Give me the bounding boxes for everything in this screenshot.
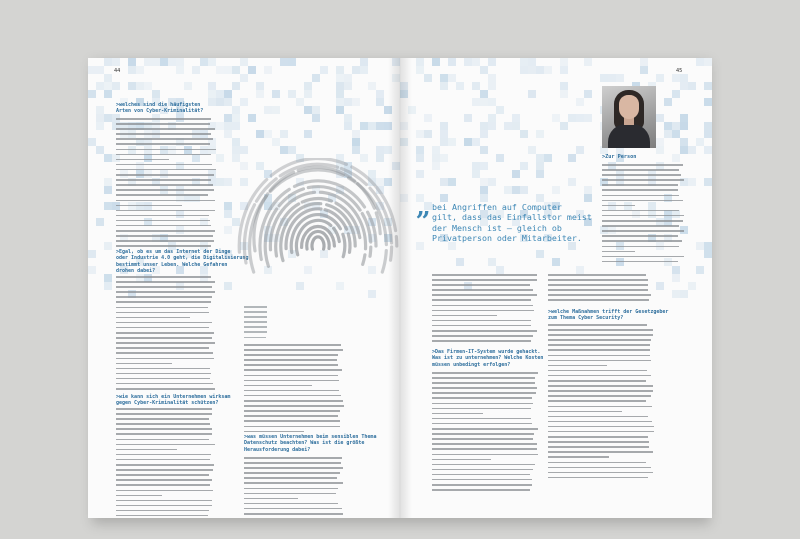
portrait-photo [602, 86, 656, 148]
left-page [88, 58, 400, 518]
body-text-block [116, 118, 216, 250]
body-text-block [244, 344, 344, 436]
person-bio-text [602, 164, 684, 266]
section-heading-3: >wie kann sich ein Unternehmen wirksam gegen Cyber-Kriminalität schützen? [116, 394, 231, 407]
body-text-block [244, 457, 344, 518]
pull-quote: bei Angriffen auf Computer gilt, dass das Einfallstor meist der Mensch ist – gleich ob Privatperson oder Mitarbeiter. [432, 202, 592, 244]
section-heading-4: >Das Firmen-IT-System wurde gehackt. Was ist zu unternehmen? Welche Kosten müssen unbedingt erfolgen? [432, 349, 544, 368]
person-label: >Zur Person [602, 154, 637, 160]
body-text-block [432, 274, 538, 345]
quote-icon: „ [416, 192, 431, 222]
body-text-block [548, 274, 654, 305]
body-text-block [432, 372, 538, 494]
section-heading-1: >welches sind die häufigsten Arten von Cyber-Kriminalität? [116, 102, 204, 115]
fingerprint-icon [233, 158, 400, 333]
page-number-left: 44 [114, 68, 121, 74]
page-number-right: 45 [676, 68, 683, 74]
body-text-block [116, 408, 216, 518]
right-page [400, 58, 712, 518]
body-text-block [548, 324, 654, 482]
body-text-block [116, 276, 216, 393]
section-heading-2: >Egal, ob es um das Internet der Dinge oder Industrie 4.0 geht, die Digitalisierung bestimmt unser Leben. Welche Gefahren drohen dabei? [116, 249, 249, 275]
section-heading-middle: >was müssen Unternehmen beim sensiblen Thema Datenschutz beachten? Was ist die größte Herausforderung dabei? [244, 434, 377, 453]
section-heading-5: >welche Maßnahmen trifft der Gesetzgeber zum Thema Cyber Security? [548, 309, 669, 322]
